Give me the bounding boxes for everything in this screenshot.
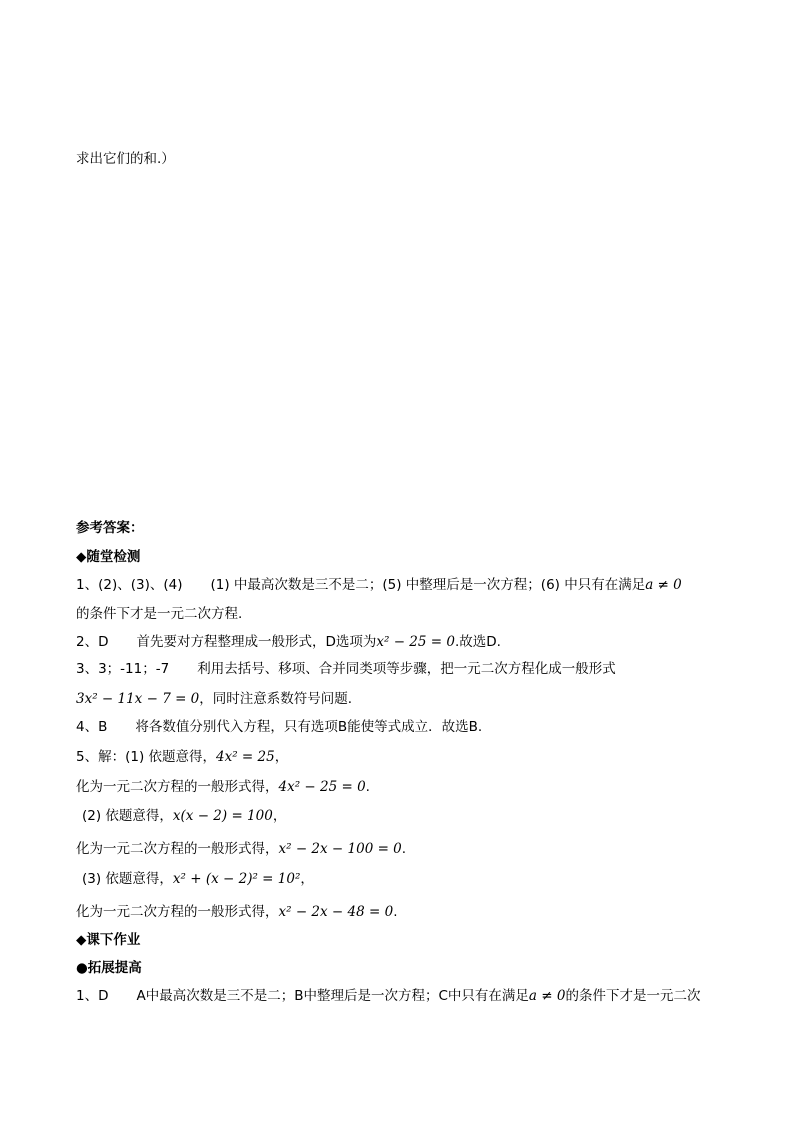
answer-5-equation: 4x² − 25 = 0 (278, 779, 366, 795)
punctuation: ， (300, 871, 314, 887)
answer-3-continued (76, 690, 352, 708)
answer-1-label: 1、(2)、(3)、(4) (76, 577, 183, 593)
section-heading-classroom-check: ◆随堂检测 (76, 549, 141, 565)
answer-5-equation: x² − 2x − 48 = 0 (278, 904, 394, 920)
homework-answer-1-continued: 的条件下才是一元二次 (565, 988, 701, 1004)
answer-3-explanation: 利用去括号、移项、合并同类项等步骤，把一元二次方程化成一般形式 (197, 661, 616, 677)
continued-text: 求出它们的和.） (76, 151, 175, 167)
answer-3-tail: ，同时注意系数符号问题. (199, 691, 353, 707)
answer-5-part-2-general (76, 840, 406, 858)
punctuation: ， (272, 808, 287, 824)
answer-5-text: 化为一元二次方程的一般形式得， (76, 779, 279, 795)
answers-title: 参考答案： (76, 520, 144, 536)
answer-5-part-1 (76, 748, 288, 766)
answer-1 (76, 576, 682, 594)
answer-2 (76, 633, 501, 651)
homework-answer-1 (76, 987, 700, 1005)
answer-5-part-3 (82, 870, 314, 888)
answer-5-text: 5、解：(1) 依题意得， (76, 749, 217, 765)
homework-answer-1-condition: a ≠ 0 (528, 988, 566, 1004)
answer-1-explanation: (1) 中最高次数是三不是二；(5) 中整理后是一次方程；(6) 中只有在满足 (210, 577, 646, 593)
section-heading-homework: ◆课下作业 (76, 932, 141, 948)
answer-2-explanation: 首先要对方程整理成一般形式，D选项为 (136, 634, 377, 650)
answer-5-equation: x(x − 2) = 100 (172, 808, 273, 824)
homework-answer-1-explanation: A中最高次数是三不是二；B中整理后是一次方程；C中只有在满足 (136, 988, 529, 1004)
answer-5-text: 化为一元二次方程的一般形式得， (76, 841, 279, 857)
answer-2-equation: x² − 25 = 0 (376, 634, 455, 650)
answer-3-equation: 3x² − 11x − 7 = 0 (76, 691, 200, 707)
answer-5-equation: x² − 2x − 100 = 0 (278, 841, 402, 857)
answer-3-label: 3、3；-11；-7 (76, 661, 170, 677)
answer-1-continued: 的条件下才是一元二次方程. (76, 606, 243, 622)
punctuation: . (401, 841, 407, 857)
answer-5-part-1-general (76, 778, 370, 796)
answer-4 (76, 718, 482, 736)
answer-4-label: 4、B (76, 719, 108, 735)
punctuation: . (393, 904, 398, 920)
answer-5-part-2 (82, 807, 286, 825)
answer-3 (76, 660, 616, 678)
answer-5-part-3-general (76, 903, 397, 921)
answer-5-equation: x² + (x − 2)² = 10² (172, 871, 301, 887)
answer-5-text: (3) 依题意得， (82, 871, 173, 887)
answer-2-tail: .故选D. (454, 634, 501, 650)
answer-2-label: 2、D (76, 634, 109, 650)
answer-5-equation: 4x² = 25 (216, 749, 275, 765)
answer-1-condition: a ≠ 0 (645, 577, 682, 593)
homework-answer-1-label: 1、D (76, 988, 109, 1004)
punctuation: . (365, 779, 370, 795)
answer-4-explanation: 将各数值分别代入方程，只有选项B能使等式成立．故选B. (135, 719, 483, 735)
answer-5-text: 化为一元二次方程的一般形式得， (76, 904, 279, 920)
answer-5-text: (2) 依题意得， (82, 808, 173, 824)
section-heading-extension: ●拓展提高 (76, 960, 142, 976)
punctuation: ， (274, 749, 289, 765)
